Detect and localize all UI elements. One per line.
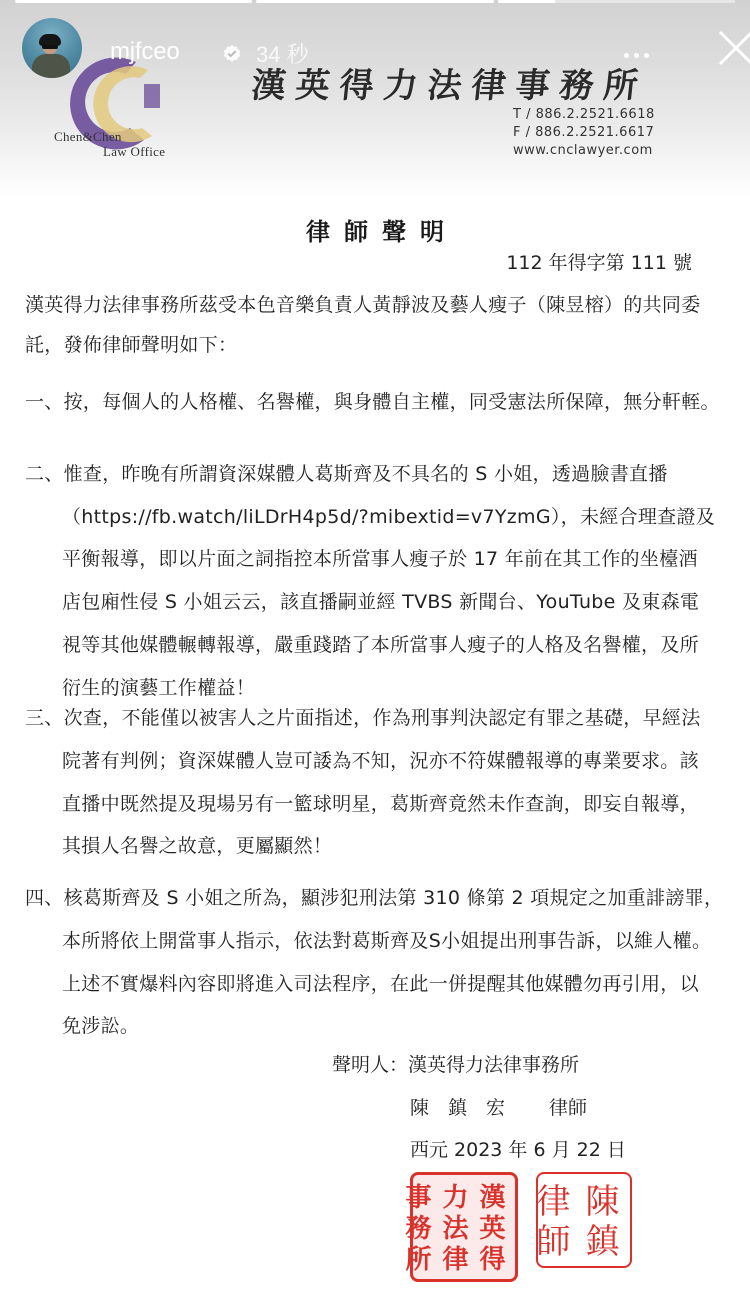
more-options-button[interactable] [624,48,654,62]
declarant-label: 聲明人： [332,1054,409,1076]
section-3-line: 其損人名譽之故意，更屬顯然！ [62,835,333,857]
more-horizontal-icon [624,53,629,58]
section-2-line: 視等其他媒體輾轉報導，嚴重踐踏了本所當事人瘦子的人格及名譽權，及所 [62,634,699,656]
document-number: 112 年得字第 111 號 [506,252,692,274]
firm-phone: T / 886.2.2521.6618 [513,107,655,122]
firm-fax: F / 886.2.2521.6617 [513,125,655,140]
verified-badge-icon [222,44,242,64]
signature-declarant [332,1050,579,1077]
firm-contact-block [513,106,655,160]
section-2-line: 平衡報導，即以片面之詞指控本所當事人瘦子於 17 年前在其工作的坐檯酒 [62,548,698,570]
intro-line: 託，發佈律師聲明如下： [25,334,238,356]
section-1-line: 一、按，每個人的人格權、名譽權，與身體自主權，同受憲法所保障，無分軒輊。 [25,391,720,413]
declarant-name: 漢英得力法律事務所 [408,1054,580,1076]
section-2-line: 二、惟查，昨晚有所謂資深媒體人葛斯齊及不具名的 S 小姐，透過臉書直播 [25,463,668,485]
avatar[interactable] [22,18,82,78]
intro-line: 漢英得力法律事務所茲受本色音樂負責人黃靜波及藝人瘦子（陳昱榕）的共同委 [25,294,701,316]
lawyer-seal-stamp: 陳 律 鎮 師 [536,1172,632,1268]
firm-name-heading: 漢英得力法律事務所 [249,66,650,106]
progress-segment-2 [256,0,493,3]
section-4-line: 上述不實爆料內容即將進入司法程序，在此一併提醒其他媒體勿再引用，以 [62,973,699,995]
logo-line-1: Chen&Chen [54,129,122,144]
story-username[interactable]: mjfceo [110,38,180,65]
section-3-line: 直播中既然提及現場另有一籃球明星，葛斯齊竟然未作查詢，即妄自報導， [62,793,699,815]
signature-date: 西元 2023 年 6 月 22 日 [410,1139,626,1161]
lawyer-title: 律師 [549,1097,588,1119]
section-4-line: 四、核葛斯齊及 S 小姐之所為，顯涉犯刑法第 310 條第 2 項規定之加重誹謗罪， [25,887,724,909]
document-title: 律師聲明 [306,218,458,246]
story-timestamp: 34 秒 [256,42,309,67]
signature-lawyer [410,1093,587,1120]
section-4-line: 免涉訟。 [62,1015,140,1037]
section-3-line: 三、次查，不能僅以被害人之片面指述，作為刑事判決認定有罪之基礎，早經法 [25,707,701,729]
law-office-logo-text [54,130,165,160]
section-2-line: 店包廂性侵 S 小姐云云，該直播嗣並經 TVBS 新聞台、YouTube 及東森電 [62,591,700,613]
section-2-line: 衍生的演藝工作權益！ [62,677,256,699]
story-progress-bar [15,0,735,4]
progress-segment-3 [498,0,735,3]
lawyer-name: 陳 鎮 宏 [410,1097,506,1119]
firm-seal-stamp: 漢 力 事 英 法 務 得 律 所 [410,1172,518,1282]
section-2-line: （https://fb.watch/liLDrH4p5d/?mibextid=v7YzmG），未經合理查證及 [62,506,716,528]
progress-segment-1 [15,0,252,3]
close-icon[interactable] [716,28,750,68]
firm-website: www.cnclawyer.com [513,143,653,158]
story-header [22,18,740,76]
section-3-line: 院著有判例；資深媒體人豈可諉為不知，況亦不符媒體報導的專業要求。該 [62,750,699,772]
logo-line-2: Law Office [103,143,166,159]
section-4-line: 本所將依上開當事人指示，依法對葛斯齊及S小姐提出刑事告訴，以維人權。 [62,930,712,952]
